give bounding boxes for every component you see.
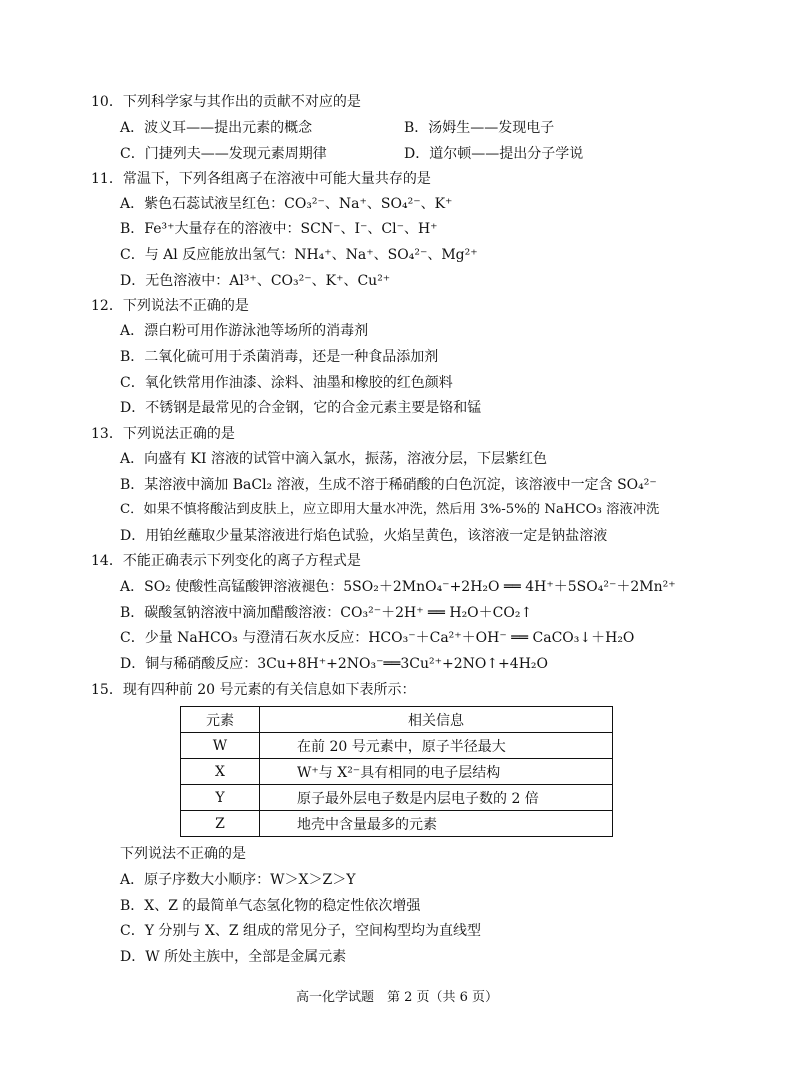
option-b: B．碳酸氢钠溶液中滴加醋酸溶液：CO₃²⁻＋2H⁺ ══ H₂O＋CO₂↑: [120, 605, 533, 621]
table-header: 相关信息: [260, 707, 613, 733]
option-d: D．W 所处主族中，全部是金属元素: [120, 949, 347, 965]
option-b: B．Fe³⁺大量存在的溶液中：SCN⁻、I⁻、Cl⁻、H⁺: [120, 221, 438, 237]
option-a: A．SO₂ 使酸性高锰酸钾溶液褪色：5SO₂＋2MnO₄⁻+2H₂O ══ 4H⁺＋5SO₄²⁻＋2Mn²⁺: [120, 579, 676, 595]
option-c: C．Y 分别与 X、Z 组成的常见分子，空间构型均为直线型: [120, 923, 481, 939]
option-d: D．铜与稀硝酸反应：3Cu+8H⁺+2NO₃⁻══3Cu²⁺+2NO↑+4H₂O: [120, 656, 548, 672]
element-symbol: Y: [181, 785, 260, 811]
question-stem: 15．现有四种前 20 号元素的有关信息如下表所示：: [91, 682, 416, 698]
element-info: W⁺与 X²⁻具有相同的电子层结构: [260, 759, 613, 785]
option-c: C．门捷列夫——发现元素周期律: [120, 146, 327, 162]
option-d: D．道尔顿——提出分子学说: [404, 146, 584, 162]
option-d: D．无色溶液中：Al³⁺、CO₃²⁻、K⁺、Cu²⁺: [120, 273, 391, 289]
element-symbol: W: [181, 733, 260, 759]
option-b: B．二氧化硫可用于杀菌消毒，还是一种食品添加剂: [120, 349, 439, 365]
question-sub-stem: 下列说法不正确的是: [120, 846, 246, 862]
option-c: C．如果不慎将酸沾到皮肤上，应立即用大量水冲洗，然后用 3%-5%的 NaHCO₃ 溶液冲洗: [120, 502, 660, 517]
question-stem: 12．下列说法不正确的是: [91, 298, 249, 314]
table-row: [181, 811, 613, 837]
option-b: B．汤姆生——发现电子: [404, 120, 555, 136]
element-info: 原子最外层电子数是内层电子数的 2 倍: [260, 785, 613, 811]
table-header: 元素: [181, 707, 260, 733]
option-a: A．紫色石蕊试液呈红色：CO₃²⁻、Na⁺、SO₄²⁻、K⁺: [120, 196, 453, 212]
option-a: A．向盛有 KI 溶液的试管中滴入氯水，振荡，溶液分层，下层紫红色: [120, 451, 547, 467]
element-info: 地壳中含量最多的元素: [260, 811, 613, 837]
table-row: [181, 733, 613, 759]
element-info-table: [180, 706, 613, 837]
table-header-row: [181, 707, 613, 733]
page-footer: 高一化学试题 第 2 页（共 6 页）: [295, 990, 499, 1005]
option-c: C．氧化铁常用作油漆、涂料、油墨和橡胶的红色颜料: [120, 375, 453, 391]
table-row: [181, 785, 613, 811]
option-d: D．不锈钢是最常见的合金钢，它的合金元素主要是铬和锰: [120, 400, 482, 416]
question-stem: 11．常温下，下列各组离子在溶液中可能大量共存的是: [91, 171, 431, 187]
question-stem: 14．不能正确表示下列变化的离子方程式是: [91, 553, 361, 569]
element-info: 在前 20 号元素中，原子半径最大: [260, 733, 613, 759]
option-a: A．漂白粉可用作游泳池等场所的消毒剂: [120, 323, 369, 339]
option-a: A．原子序数大小顺序：W＞X＞Z＞Y: [120, 872, 356, 888]
option-b: B．X、Z 的最简单气态氢化物的稳定性依次增强: [120, 898, 421, 914]
question-stem: 13．下列说法正确的是: [91, 426, 235, 442]
option-c: C．少量 NaHCO₃ 与澄清石灰水反应：HCO₃⁻＋Ca²⁺＋OH⁻ ══ CaCO₃↓＋H₂O: [120, 630, 635, 646]
element-symbol: X: [181, 759, 260, 785]
option-b: B．某溶液中滴加 BaCl₂ 溶液，生成不溶于稀硝酸的白色沉淀，该溶液中一定含 SO₄²⁻: [120, 477, 657, 493]
question-stem: 10．下列科学家与其作出的贡献不对应的是: [91, 94, 361, 110]
option-d: D．用铂丝蘸取少量某溶液进行焰色试验，火焰呈黄色，该溶液一定是钠盐溶液: [120, 528, 608, 544]
option-c: C．与 Al 反应能放出氢气：NH₄⁺、Na⁺、SO₄²⁻、Mg²⁺: [120, 247, 478, 263]
table-row: [181, 759, 613, 785]
option-a: A．波义耳——提出元素的概念: [120, 120, 313, 136]
element-symbol: Z: [181, 811, 260, 837]
